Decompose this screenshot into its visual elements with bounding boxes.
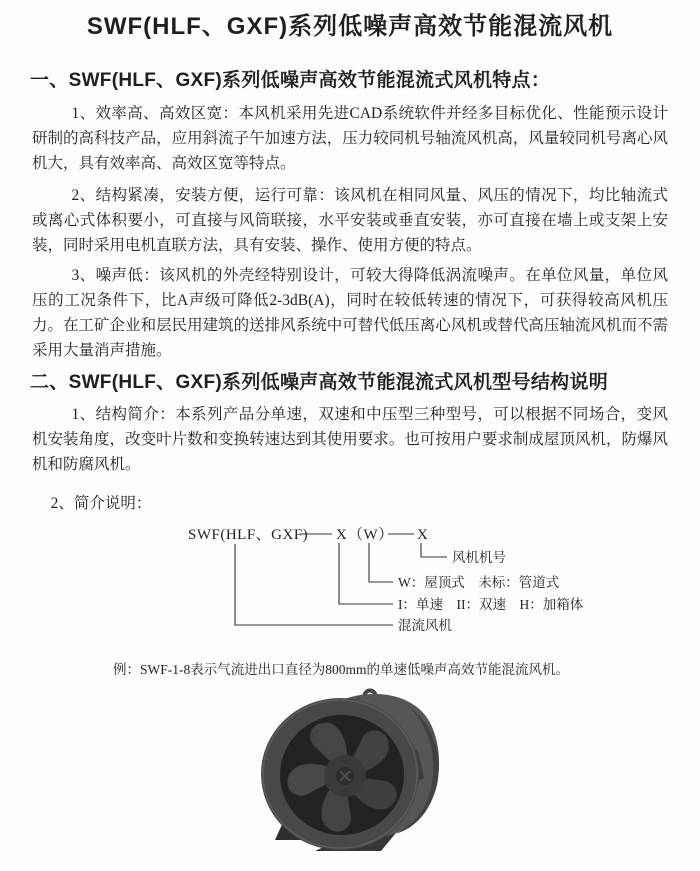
page-title: SWF(HLF、GXF)系列低噪声高效节能混流风机 (86, 13, 614, 40)
feature-paragraph-1: 1、效率高、高效区宽：本风机采用先进CAD系统软件并经多目标优化、性能预示设计研制的高科技产品，应用斜流子午加速方法，压力较同机号轴流风机高，风量较同机号离心风机大，具有效率高、高效区宽等特点。 (32, 105, 668, 172)
model-formula-x1: X (336, 527, 348, 543)
model-notes-subheading: 2、简介说明： (50, 495, 152, 512)
section1-heading: 一、SWF(HLF、GXF)系列低噪声高效节能混流式风机特点： (30, 70, 551, 91)
branch-line-fan-size (421, 543, 447, 557)
model-formula-prefix: SWF(HLF、GXF) (188, 527, 309, 543)
branch-line-speed (339, 543, 393, 604)
model-example-text: 例：SWF-1-8表示气流进出口直径为800mm的单速低噪声高效节能混流风机。 (113, 661, 569, 677)
structure-intro-paragraph: 1、结构简介：本系列产品分单速，双速和中压型三种型号，可以根据不同场合，变风机安装角度，改变叶片数和变换转速达到其使用要求。也可按用户要求制成屋顶风机，防爆风机和防腐风机。 (32, 406, 668, 473)
label-fan-type: 混流风机 (398, 618, 452, 633)
branch-line-mount (369, 543, 393, 582)
label-fan-size: 风机机号 (452, 550, 506, 565)
feature-paragraph-3: 3、噪声低：该风机的外壳经特别设计，可较大得降低涡流噪声。在单位风量，单位风压的工况条件下，比A声级可降低2-3dB(A)，同时在较低转速的情况下，可获得较高风机压力。在工矿企业和层民用建筑的送排风系统中可替代低压离心风机或替代高压轴流风机而不需采用大量消声措施。 (32, 267, 668, 359)
mixed-flow-fan-image (247, 687, 447, 862)
model-number-diagram (0, 518, 700, 650)
label-mount-type: W：屋顶式 未标：管道式 (398, 575, 560, 590)
label-speed-type: I：单速 II：双速 H：加箱体 (398, 597, 584, 612)
model-formula-w: （W） (348, 527, 394, 543)
feature-paragraph-2: 2、结构紧凑，安装方便，运行可靠：该风机在相同风量、风压的情况下，均比轴流式或离心式体积要小，可直接与风筒联接，水平安装或垂直安装，亦可直接在墙上或支架上安装，同时采用电机直联方法，具有安装、操作、使用方便的特点。 (32, 187, 668, 254)
model-formula-x2: X (417, 527, 429, 543)
section2-heading: 二、SWF(HLF、GXF)系列低噪声高效节能混流式风机型号结构说明 (30, 372, 609, 393)
